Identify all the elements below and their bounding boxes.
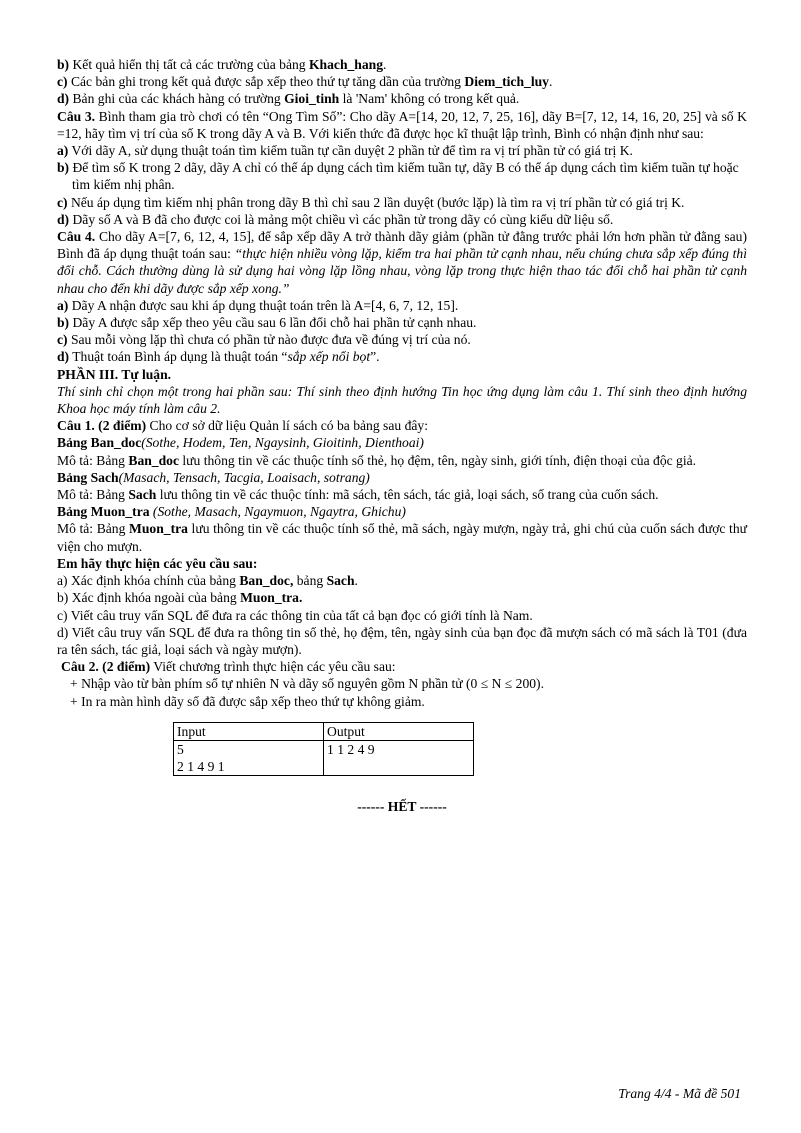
input-line-2: 2 1 4 9 1 bbox=[177, 758, 225, 774]
requirement-d: d) Viết câu truy vấn SQL để đưa ra thông tin số thẻ, họ đệm, tên, ngày sinh của bạn đọc đã mượn sách có mã sách là T01 (đưa ra tên sách, tác giả, loại sách và ngày mượn). bbox=[57, 624, 747, 657]
table1-desc: Mô tả: Bảng Ban_doc lưu thông tin về các thuộc tính số thẻ, họ đệm, tên, ngày sinh, giới tính, điện thoại của độc giả. bbox=[57, 452, 697, 468]
header-output: Output bbox=[324, 722, 474, 740]
page-footer: Trang 4/4 - Mã đề 501 bbox=[618, 1086, 741, 1101]
table2-desc: Mô tả: Bảng Sach lưu thông tin về các thuộc tính: mã sách, tên sách, tác giả, loại sách, số trang của cuốn sách. bbox=[57, 487, 659, 503]
part3-note: Thí sinh chỉ chọn một trong hai phần sau: Thí sinh theo định hướng Tin học ứng dụng làm câu 1. Thí sinh theo định hướng Khoa học máy tính làm câu 2. bbox=[57, 383, 747, 417]
part3-heading: PHẦN III. Tự luận. bbox=[57, 366, 172, 382]
cell-input bbox=[174, 740, 324, 775]
table2-title: Bảng Sach(Masach, Tensach, Tacgia, Loaisach, sotrang) bbox=[57, 469, 370, 485]
cau4-item-d: d) Thuật toán Bình áp dụng là thuật toán “sắp xếp nổi bọt”. bbox=[57, 349, 380, 365]
cau3-item-d: d) Dãy số A và B đã cho được coi là mảng một chiều vì các phần tử trong dãy có cùng kiểu dữ liệu số. bbox=[57, 211, 614, 227]
cau4-item-b: b) Dãy A được sắp xếp theo yêu cầu sau 6 lần đổi chỗ hai phần tử cạnh nhau. bbox=[57, 315, 477, 331]
cau3-item-b: b) Để tìm số K trong 2 dãy, dãy A chỉ có thể áp dụng cách tìm kiếm tuần tự, dãy B có thể áp dụng cách tìm kiếm tuần tự hoặc tìm kiếm nhị phân. bbox=[57, 160, 739, 193]
document-page bbox=[57, 56, 747, 815]
cau4-intro: Câu 4. Cho dãy A=[7, 6, 12, 4, 15], để sắp xếp dãy A trở thành dãy giảm (phần tử đằng trước phải lớn hơn phần tử đằng sau) Bình đã áp dụng thuật toán sau: “thực hiện nhiều vòng lặp, kiểm tra hai phần tử cạnh nhau, nếu chúng chưa sắp xếp đúng thì đổi chỗ. Cách thường dùng là sử dụng hai vòng lặp lồng nhau, vòng lặp trong thực hiện thao tác đổi chỗ hai phần tử cạnh nhau cho đến khi dãy được sắp xếp xong.” bbox=[57, 229, 747, 296]
header-input: Input bbox=[174, 722, 324, 740]
cau2-item-c: c) Các bản ghi trong kết quả được sắp xếp theo thứ tự tăng dần của trường Diem_tich_luy. bbox=[57, 74, 553, 90]
essay2-line1: + Nhập vào từ bàn phím số tự nhiên N và dãy số nguyên gồm N phần tử (0 ≤ N ≤ 200). bbox=[70, 676, 544, 692]
cau2-item-d: d) Bản ghi của các khách hàng có trường Gioi_tinh là 'Nam' không có trong kết quả. bbox=[57, 91, 520, 107]
input-line-1: 5 bbox=[177, 741, 184, 757]
cau3-intro: Câu 3. Bình tham gia trò chơi có tên “Ong Tìm Số”: Cho dãy A=[14, 20, 12, 7, 25, 16], dãy B=[7, 12, 14, 16, 20, 25] và số K =12, hãy tìm vị trí của số K trong dãy A và B. Với kiến thức đã được học kĩ thuật lập trình, Bình có nhận định như sau: bbox=[57, 108, 747, 141]
requirements-heading: Em hãy thực hiện các yêu cầu sau: bbox=[57, 555, 258, 571]
cell-output bbox=[324, 740, 474, 775]
requirement-b: b) Xác định khóa ngoài của bảng Muon_tra. bbox=[57, 590, 303, 606]
requirement-a: a) Xác định khóa chính của bảng Ban_doc, bảng Sach. bbox=[57, 573, 358, 589]
requirement-c: c) Viết câu truy vấn SQL để đưa ra các thông tin của tất cả bạn đọc có giới tính là Nam. bbox=[57, 607, 533, 623]
table3-title: Bảng Muon_tra (Sothe, Masach, Ngaymuon, Ngaytra, Ghichu) bbox=[57, 504, 406, 520]
cau4-item-a: a) Dãy A nhận được sau khi áp dụng thuật toán trên là A=[4, 6, 7, 12, 15]. bbox=[57, 297, 459, 313]
table-row bbox=[174, 740, 474, 775]
essay2-line2: + In ra màn hình dãy số đã được sắp xếp theo thứ tự không giảm. bbox=[70, 693, 425, 709]
end-mark: ------ HẾT ------ bbox=[357, 798, 447, 814]
table1-title: Bảng Ban_doc(Sothe, Hodem, Ten, Ngaysinh, Gioitinh, Dienthoai) bbox=[57, 435, 424, 451]
output-line-1: 1 1 2 4 9 bbox=[327, 741, 375, 757]
essay1-intro: Câu 1. (2 điểm) Cho cơ sở dữ liệu Quản lí sách có ba bảng sau đây: bbox=[57, 418, 428, 434]
io-example-table bbox=[173, 722, 474, 776]
cau2-item-b: b) Kết quả hiển thị tất cả các trường của bảng Khach_hang. bbox=[57, 57, 387, 72]
cau3-item-c: c) Nếu áp dụng tìm kiếm nhị phân trong dãy B thì chỉ sau 2 lần duyệt (bước lặp) là tìm ra vị trí phần tử có giá trị K. bbox=[57, 194, 685, 210]
cau4-item-c: c) Sau mỗi vòng lặp thì chưa có phần tử nào được đưa về đúng vị trí của nó. bbox=[57, 332, 471, 348]
essay2-intro: Câu 2. (2 điểm) Viết chương trình thực hiện các yêu cầu sau: bbox=[61, 659, 396, 675]
table3-desc: Mô tả: Bảng Muon_tra lưu thông tin về các thuộc tính số thẻ, mã sách, ngày mượn, ngày trả, ghi chú của cuốn sách được thư viện cho mượn. bbox=[57, 521, 747, 554]
cau3-item-a: a) Với dãy A, sử dụng thuật toán tìm kiếm tuần tự cần duyệt 2 phần tử để tìm ra vị trí phần tử có giá trị K. bbox=[57, 143, 633, 159]
table-header-row bbox=[174, 722, 474, 740]
